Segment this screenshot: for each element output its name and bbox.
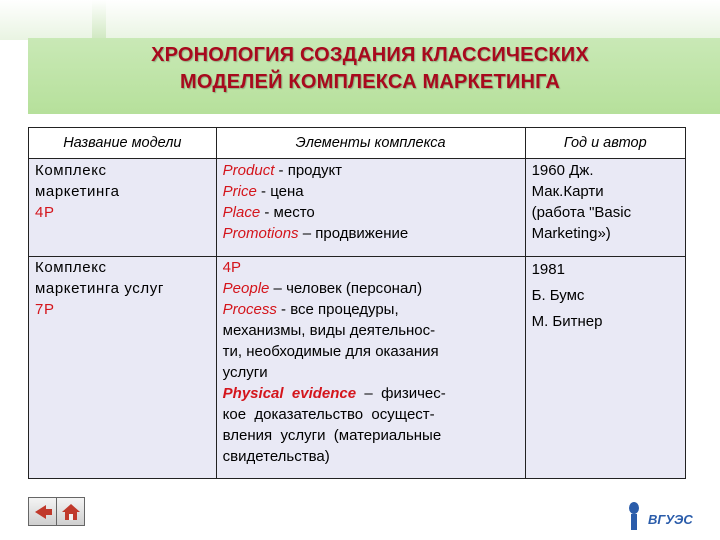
back-arrow-icon <box>33 503 53 521</box>
table-header-row <box>29 128 686 159</box>
marketing-models-table <box>28 127 686 479</box>
title-line-2: МОДЕЛЕЙ КОМПЛЕКСА МАРКЕТИНГА <box>179 71 561 93</box>
model-cell: Комплекс маркетинга 4P <box>29 159 217 257</box>
header-model: Название модели <box>29 128 217 159</box>
table-row <box>29 159 686 257</box>
back-button[interactable] <box>28 497 57 526</box>
university-logo <box>626 500 693 532</box>
table-row <box>29 257 686 479</box>
home-button[interactable] <box>56 497 85 526</box>
home-icon <box>61 503 81 521</box>
author-cell: 1960 Дж. Мак.Карти (работа "Basic Marketing») <box>525 159 685 257</box>
svg-text:ВГУЭС: ВГУЭС <box>648 512 693 527</box>
header-elements: Элементы комплекса <box>216 128 525 159</box>
author-cell: 1981 Б. Бумс М. Битнер <box>525 257 685 479</box>
page-title <box>60 42 680 96</box>
decorative-bar <box>92 0 106 40</box>
header-background <box>0 0 720 40</box>
model-cell: Комплекс маркетинга услуг 7P <box>29 257 217 479</box>
elements-cell: Product - продукт Price - цена Place - место Promotions – продвижение <box>216 159 525 257</box>
title-line-1: ХРОНОЛОГИЯ СОЗДАНИЯ КЛАССИЧЕСКИХ <box>151 44 589 66</box>
elements-cell: 4P People – человек (персонал) Process - все процедуры, механизмы, виды деятельнос- ти, необходимые для оказания услуги Physical evidence – физичес- кое доказательство осущест- вления услуги (материальные свидетельства) <box>216 257 525 479</box>
header-author: Год и автор <box>525 128 685 159</box>
